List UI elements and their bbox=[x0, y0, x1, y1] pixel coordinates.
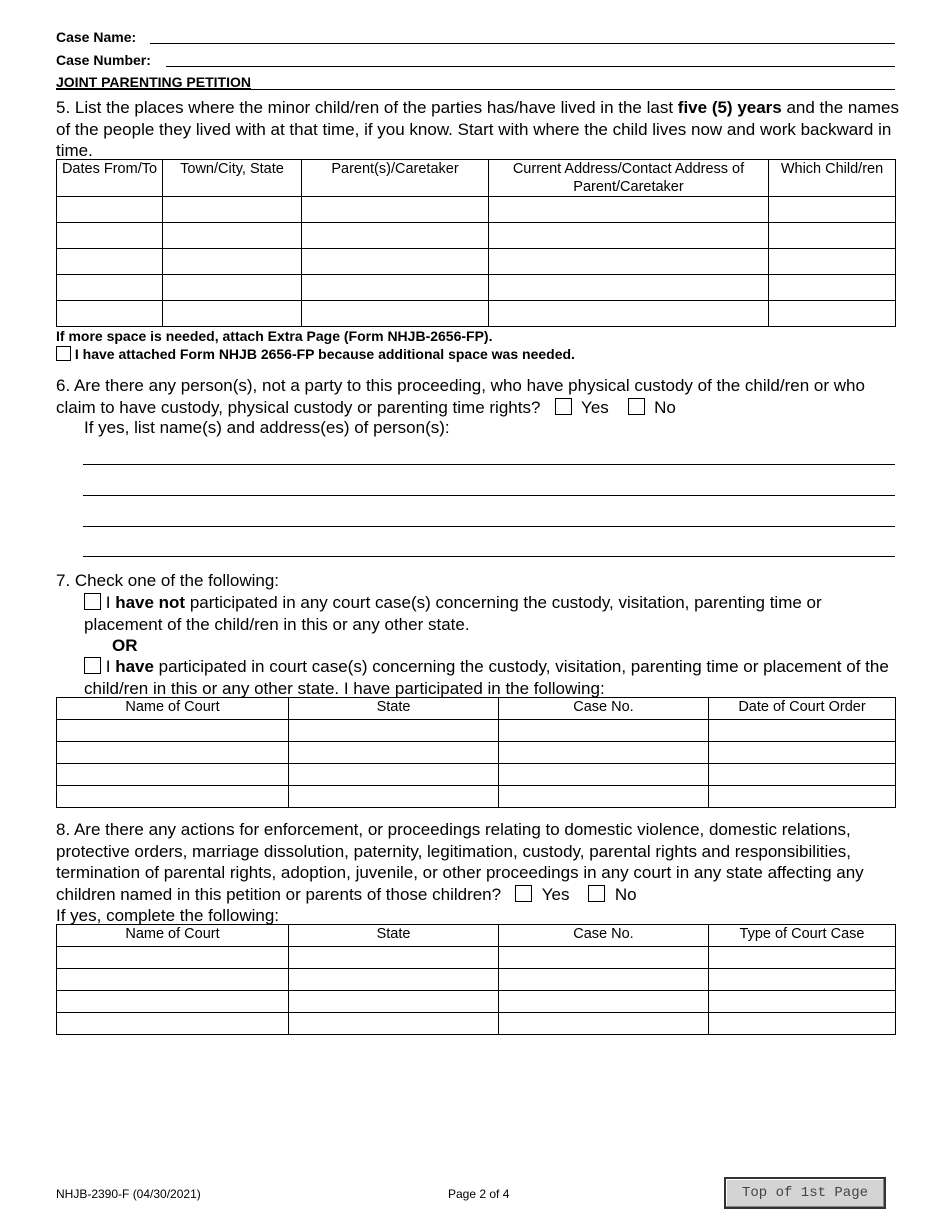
section6-line-4[interactable] bbox=[83, 556, 895, 557]
section8-yes-label: Yes bbox=[541, 884, 570, 904]
table-cell[interactable] bbox=[302, 301, 489, 327]
top-of-first-page-button[interactable]: Top of 1st Page bbox=[724, 1177, 886, 1209]
table-cell[interactable] bbox=[769, 197, 896, 223]
table-row bbox=[57, 991, 896, 1013]
section8-no-checkbox[interactable] bbox=[588, 885, 605, 902]
table-row bbox=[57, 742, 896, 764]
section5-text: 5. List the places where the minor child/ren of the parties has/have lived in the last five (5) years and the names of the people they lived with at that time, if you know. Start with where the child lives now and work backward in time. bbox=[56, 98, 899, 160]
table-cell[interactable] bbox=[499, 742, 709, 764]
section6-no-checkbox[interactable] bbox=[628, 398, 645, 415]
header-divider bbox=[56, 89, 895, 90]
table-cell[interactable] bbox=[709, 786, 896, 808]
table-row bbox=[57, 223, 896, 249]
table-cell[interactable] bbox=[709, 1013, 896, 1035]
table-cell[interactable] bbox=[709, 764, 896, 786]
court-case-table bbox=[56, 697, 896, 808]
table-cell[interactable] bbox=[489, 223, 769, 249]
table-cell[interactable] bbox=[57, 301, 163, 327]
section6-yes-checkbox[interactable] bbox=[555, 398, 572, 415]
table-header-row bbox=[57, 925, 896, 947]
extra-page-note: If more space is needed, attach Extra Page (Form NHJB-2656-FP). bbox=[56, 328, 493, 344]
table-cell[interactable] bbox=[289, 947, 499, 969]
residence-table bbox=[56, 159, 896, 327]
table-cell[interactable] bbox=[499, 720, 709, 742]
col-child: Which Child/ren bbox=[769, 160, 896, 197]
table-cell[interactable] bbox=[489, 249, 769, 275]
col-court-name: Name of Court bbox=[57, 698, 289, 720]
table-cell[interactable] bbox=[57, 742, 289, 764]
table-cell[interactable] bbox=[709, 742, 896, 764]
table-cell[interactable] bbox=[499, 786, 709, 808]
attached-checkbox[interactable] bbox=[56, 346, 71, 361]
col-dates: Dates From/To bbox=[57, 160, 163, 197]
form-title: JOINT PARENTING PETITION bbox=[56, 74, 251, 90]
case-name-field[interactable] bbox=[150, 43, 895, 44]
section7-heading: 7. Check one of the following: bbox=[56, 571, 280, 590]
col-case-no: Case No. bbox=[499, 698, 709, 720]
table-cell[interactable] bbox=[57, 223, 163, 249]
table-cell[interactable] bbox=[57, 720, 289, 742]
table-cell[interactable] bbox=[769, 275, 896, 301]
col-town: Town/City, State bbox=[163, 160, 302, 197]
case-number-label: Case Number: bbox=[56, 52, 151, 68]
table-cell[interactable] bbox=[289, 764, 499, 786]
section6-yes-label: Yes bbox=[581, 397, 609, 417]
section8-if-yes: If yes, complete the following: bbox=[56, 906, 280, 925]
proceedings-table bbox=[56, 924, 896, 1035]
table-cell[interactable] bbox=[499, 764, 709, 786]
table-row bbox=[57, 197, 896, 223]
table-cell[interactable] bbox=[57, 249, 163, 275]
table-cell[interactable] bbox=[769, 249, 896, 275]
section8-no-label: No bbox=[614, 884, 637, 904]
col-order-date: Date of Court Order bbox=[709, 698, 896, 720]
table-cell[interactable] bbox=[163, 275, 302, 301]
table-cell[interactable] bbox=[302, 223, 489, 249]
table-cell[interactable] bbox=[289, 1013, 499, 1035]
table-cell[interactable] bbox=[709, 720, 896, 742]
section7-option2: I have participated in court case(s) concerning the custody, visitation, parenting time or placement of the child/ren in this or any other state. I have participated in the following: bbox=[84, 657, 889, 698]
col-court-name: Name of Court bbox=[57, 925, 289, 947]
section7-option1: I have not participated in any court case(s) concerning the custody, visitation, parenting time or placement of the child/ren in this or any other state. bbox=[84, 593, 822, 634]
section6-text: 6. Are there any person(s), not a party to this proceeding, who have physical custody of the child/ren or who claim to have custody, physical custody or parenting time rights? Yes No bbox=[56, 376, 865, 417]
case-name-label: Case Name: bbox=[56, 29, 137, 45]
table-cell[interactable] bbox=[709, 947, 896, 969]
or-label: OR bbox=[112, 636, 138, 655]
section6-no-label: No bbox=[654, 397, 676, 417]
table-cell[interactable] bbox=[302, 249, 489, 275]
table-cell[interactable] bbox=[57, 786, 289, 808]
have-not-checkbox[interactable] bbox=[84, 593, 101, 610]
table-cell[interactable] bbox=[709, 969, 896, 991]
table-cell[interactable] bbox=[57, 947, 289, 969]
have-checkbox[interactable] bbox=[84, 657, 101, 674]
table-cell[interactable] bbox=[489, 197, 769, 223]
table-cell[interactable] bbox=[289, 742, 499, 764]
table-cell[interactable] bbox=[289, 969, 499, 991]
table-cell[interactable] bbox=[499, 1013, 709, 1035]
col-state: State bbox=[289, 698, 499, 720]
table-cell[interactable] bbox=[163, 249, 302, 275]
table-cell[interactable] bbox=[57, 969, 289, 991]
table-cell[interactable] bbox=[289, 991, 499, 1013]
section6-line-2[interactable] bbox=[83, 495, 895, 496]
table-cell[interactable] bbox=[489, 275, 769, 301]
table-cell[interactable] bbox=[163, 223, 302, 249]
section8-text: 8. Are there any actions for enforcement, or proceedings relating to domestic violence, domestic relations, protective orders, marriage dissolution, paternity, legitimation, custody, parental rights and responsibilities, termination of parental rights, adoption, juvenile, or other proceedings in any court in any state affecting any children named in this petition or parents of those children? Yes No bbox=[56, 820, 864, 904]
table-cell[interactable] bbox=[57, 991, 289, 1013]
table-row bbox=[57, 1013, 896, 1035]
attached-label: I have attached Form NHJB 2656-FP because additional space was needed. bbox=[74, 346, 575, 362]
table-cell[interactable] bbox=[769, 301, 896, 327]
col-parent: Parent(s)/Caretaker bbox=[302, 160, 489, 197]
table-row bbox=[57, 720, 896, 742]
attached-row bbox=[56, 346, 575, 362]
table-row bbox=[57, 275, 896, 301]
table-cell[interactable] bbox=[163, 197, 302, 223]
col-case-type: Type of Court Case bbox=[709, 925, 896, 947]
table-cell[interactable] bbox=[769, 223, 896, 249]
table-header-row bbox=[57, 698, 896, 720]
table-cell[interactable] bbox=[289, 720, 499, 742]
section6-line-1[interactable] bbox=[83, 464, 895, 465]
section6-line-3[interactable] bbox=[83, 526, 895, 527]
table-cell[interactable] bbox=[709, 991, 896, 1013]
table-cell[interactable] bbox=[302, 197, 489, 223]
table-cell[interactable] bbox=[289, 786, 499, 808]
section8-yes-checkbox[interactable] bbox=[515, 885, 532, 902]
table-row bbox=[57, 301, 896, 327]
table-row bbox=[57, 947, 896, 969]
col-case-no: Case No. bbox=[499, 925, 709, 947]
table-cell[interactable] bbox=[489, 301, 769, 327]
table-row bbox=[57, 764, 896, 786]
table-header-row bbox=[57, 160, 896, 197]
table-cell[interactable] bbox=[499, 991, 709, 1013]
table-cell[interactable] bbox=[499, 969, 709, 991]
table-row bbox=[57, 786, 896, 808]
table-row bbox=[57, 969, 896, 991]
table-cell[interactable] bbox=[163, 301, 302, 327]
table-cell[interactable] bbox=[499, 947, 709, 969]
form-id: NHJB-2390-F (04/30/2021) bbox=[56, 1187, 201, 1201]
table-row bbox=[57, 249, 896, 275]
case-number-field[interactable] bbox=[166, 66, 895, 67]
section6-if-yes: If yes, list name(s) and address(es) of person(s): bbox=[84, 418, 450, 437]
table-cell[interactable] bbox=[57, 764, 289, 786]
col-address: Current Address/Contact Address of Parent/Caretaker bbox=[489, 160, 769, 197]
table-cell[interactable] bbox=[57, 275, 163, 301]
table-cell[interactable] bbox=[57, 1013, 289, 1035]
table-cell[interactable] bbox=[57, 197, 163, 223]
table-cell[interactable] bbox=[302, 275, 489, 301]
col-state: State bbox=[289, 925, 499, 947]
page-number: Page 2 of 4 bbox=[448, 1187, 510, 1201]
